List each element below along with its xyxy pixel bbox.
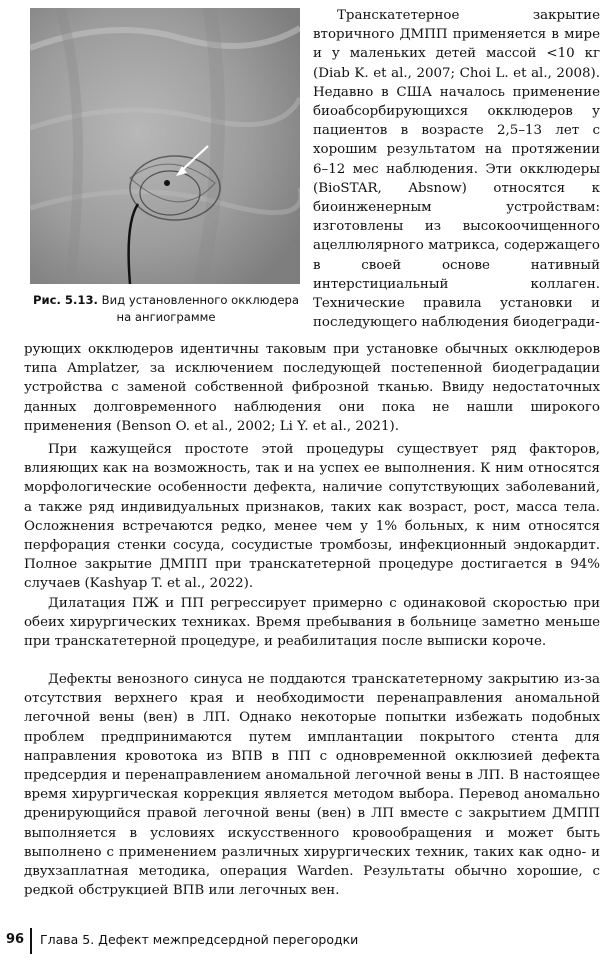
footer-divider bbox=[30, 928, 32, 954]
paragraph-1-continuation: рующих окклюдеров идентичны таковым при установке обычных окклюдеров типа Amplatzer, за исключением последующей постепенной биодеградации устройства с заменой собственной фиброзной тканью. Ввиду недостаточных данных долговременного наблюдения они пока не нашли широкого применения (Benson O. et al., 2002; Li Y. et al., 2021). bbox=[24, 342, 600, 434]
figure-label: Рис. 5.13. bbox=[33, 293, 98, 307]
angiogram-illustration bbox=[30, 8, 300, 284]
page-number: 96 bbox=[6, 932, 25, 947]
figure-caption bbox=[24, 292, 308, 326]
paragraph-2: При кажущейся простоте этой процедуры существует ряд факторов, влияющих как на возможность, так и на успех ее выполнения. К ним относятся морфологические особенности дефекта, наличие сопутствующих заболеваний, а также ряд индивидуальных признаков, таких как возраст, рост, масса тела. Осложнения встречаются редко, менее чем у 1% больных, к ним относятся перфорация стенки сосуда, сосудистые тромбозы, инфекционный эндокардит. Полное закрытие ДМПП при транскатетерной процедуре достигается в 94% случаев (Kashyap T. et al., 2022). bbox=[24, 442, 600, 592]
figure-caption-text: Вид установленного окклюдера на ангиограмме bbox=[101, 293, 299, 324]
angiogram-image bbox=[30, 8, 300, 284]
paragraph-3: Дилатация ПЖ и ПП регрессирует примерно с одинаковой скоростью при обеих хирургических техниках. Время пребывания в больнице заметно меньше при транскатетерной процедуре, и реабилитация после выписки короче. bbox=[24, 596, 600, 650]
chapter-title: Глава 5. Дефект межпредсердной перегородки bbox=[40, 932, 359, 947]
paragraph-1-column: Транскатетерное закрытие вторичного ДМПП применяется в мире и у маленьких детей массой <10 кг (Diab K. et al., 2007; Choi L. et al., 2008). Недавно в США началось применение биоабсорбирующихся окклюдеров у пациентов в возрасте 2,5–13 лет с хорошим результатом на протяжении 6–12 мес наблюдения. Эти окклюдеры (BioSTAR, Absnow) относятся к биоинженерным устройствам: изготовлены из высокоочищенного ацеллюлярного матрикса, содержащего в своей основе нативный интерстициальный коллаген. Технические правила установки и последующего наблюдения биодегради- bbox=[313, 8, 600, 331]
paragraph-4: Дефекты венозного синуса не поддаются транскатетерному закрытию из-за отсутствия верхнего края и необходимости перенаправления аномальной легочной вены (вен) в ЛП. Однако некоторые попытки избежать подобных проблем предпринимаются путем имплантации покрытого стента для направления кровотока из ВПВ в ПП с одновременной окклюзией дефекта предсердия и перенаправлением аномальной легочной вены в ЛП. В настоящее время хирургическая коррекция является методом выбора. Перевод аномально дренирующийся правой легочной вены (вен) в ЛП вместе с закрытием ДМПП выполняется в условиях искусственного кровообращения и может быть выполнено с применением различных хирургических техник, таких как одно- и двухзаплатная методика, операция Warden. Результаты обычно хорошие, с редкой обструкцией ВПВ или легочных вен. bbox=[24, 672, 600, 899]
page-footer bbox=[0, 928, 616, 954]
